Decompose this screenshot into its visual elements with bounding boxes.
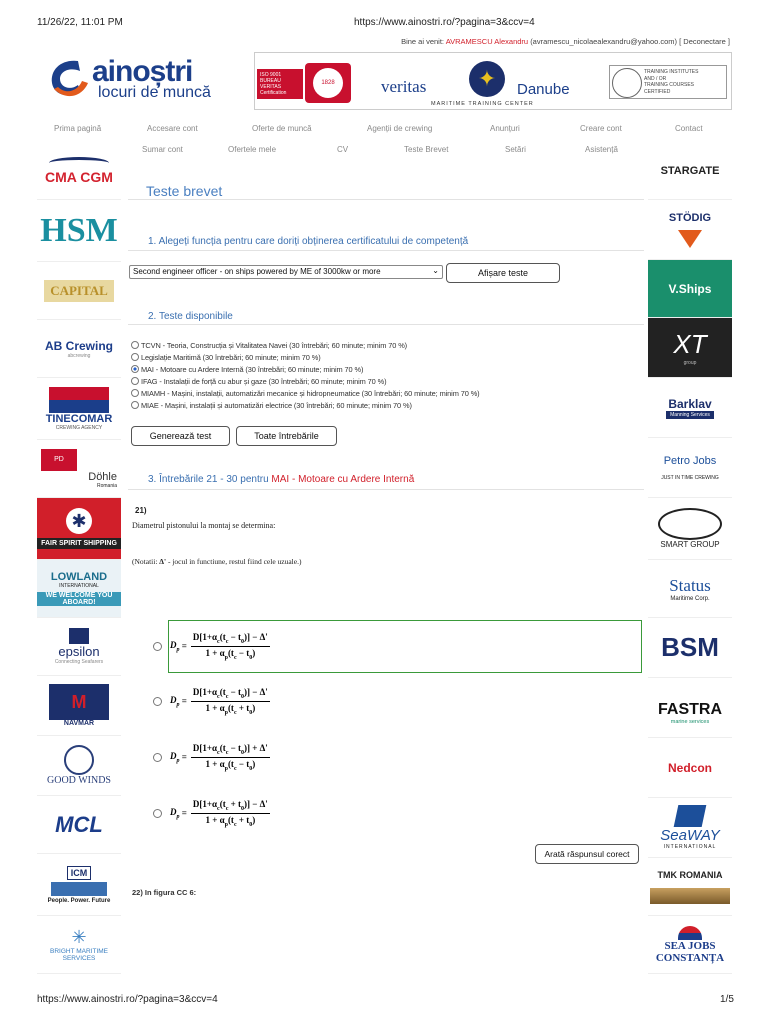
sponsor-sub: People. Power. Future — [47, 897, 111, 904]
nav-help[interactable]: Asistență — [585, 145, 618, 154]
test-option-mai[interactable] — [131, 365, 363, 374]
sponsor-icm[interactable] — [37, 854, 121, 916]
show-tests-button[interactable]: Afișare teste — [446, 263, 560, 283]
danube-text: Danube — [517, 81, 570, 98]
sponsor-vships[interactable] — [648, 260, 732, 318]
nav-account-summary[interactable]: Sumar cont — [142, 145, 183, 154]
sponsor-sub: INTERNATIONAL — [663, 844, 717, 850]
sponsor-fair-spirit[interactable] — [37, 498, 121, 560]
icm-ship-icon — [51, 882, 107, 896]
divider — [128, 489, 644, 490]
sponsor-name: XT — [673, 329, 707, 359]
answer-d-radio[interactable] — [153, 809, 162, 818]
answer-a-formula: $D_p$ = $\frac{D[1+\alpha_c(t_c - t_0)] - \Delta'}{1 + \alpha_p(t_c - t_0)}$ — [170, 631, 268, 661]
sponsor-sub: CREWING AGENCY — [55, 424, 103, 431]
star-compass-icon: ✳ — [71, 927, 87, 947]
sponsor-tmk[interactable] — [648, 858, 732, 916]
answer-b-radio[interactable] — [153, 697, 162, 706]
answer-a-radio[interactable] — [153, 642, 162, 651]
seal-year: 1828 — [313, 68, 343, 98]
veritas-text: veritas — [381, 77, 427, 96]
nav-settings[interactable]: Setări — [505, 145, 526, 154]
cert-badge — [609, 65, 727, 99]
sponsor-smart-group[interactable] — [648, 498, 732, 560]
sponsor-name: NAVMAR — [63, 720, 95, 727]
sponsor-stodig[interactable] — [648, 200, 732, 260]
sponsor-sub: JUST IN TIME CREWING — [661, 474, 719, 481]
sponsor-name: ICM — [67, 866, 92, 880]
question-21-number: 21) — [135, 506, 147, 515]
iso-line1: ISO 9001 — [260, 72, 282, 78]
sponsor-name: Petro Jobs — [663, 454, 717, 467]
step3-subject: MAI - Motoare cu Ardere Internă — [271, 474, 415, 485]
globe-icon — [658, 508, 722, 540]
sponsor-mcl[interactable] — [37, 796, 121, 854]
sponsor-sea-jobs[interactable] — [648, 916, 732, 974]
test-label: MIAE - Mașini, instalații și automatizări electrice (30 întrebări; 60 minute; minim 70 %) — [141, 401, 412, 410]
question-21-note — [132, 557, 301, 566]
sponsor-name: epsilon — [58, 644, 100, 659]
sponsor-bright-maritime[interactable] — [37, 916, 121, 974]
divider — [128, 324, 644, 325]
sponsor-sub: INTERNATIONAL — [59, 583, 99, 589]
sponsor-nedcon[interactable] — [648, 738, 732, 798]
sponsor-xt[interactable] — [648, 318, 732, 378]
generate-test-button[interactable]: Generează test — [131, 426, 230, 446]
cma-arc-icon — [49, 157, 109, 169]
sponsor-tinecomar[interactable] — [37, 378, 121, 440]
sponsor-seaway[interactable] — [648, 798, 732, 858]
note-symbol: Δ' — [159, 557, 167, 566]
sponsor-name: STÖDIG — [668, 211, 712, 224]
training-center-text: MARITIME TRAINING CENTER — [431, 101, 534, 107]
sponsor-name: SMART GROUP — [660, 540, 720, 549]
nav-jobs[interactable]: Oferte de muncă — [252, 124, 312, 133]
sponsor-name: CAPITAL — [44, 280, 114, 302]
sponsor-name: SeaWAY — [660, 827, 720, 844]
sponsor-name: Döhle — [88, 470, 117, 483]
sponsor-name: BSM — [661, 632, 719, 662]
print-url: https://www.ainostri.ro/?pagina=3&ccv=4 — [354, 17, 535, 28]
sponsor-sub: Connecting Seafarers — [54, 659, 104, 665]
step2-heading: 2. Teste disponibile — [148, 311, 233, 322]
partner-banner[interactable] — [254, 52, 732, 110]
radio-button[interactable] — [131, 389, 139, 397]
test-option-miae[interactable] — [131, 401, 412, 410]
answer-c-radio[interactable] — [153, 753, 162, 762]
test-option-miamh[interactable] — [131, 389, 480, 398]
sponsor-status[interactable] — [648, 560, 732, 618]
compass-icon: ✦ — [469, 61, 505, 97]
sponsor-sub: group — [683, 360, 697, 366]
nav-my-offers[interactable]: Ofertele mele — [228, 145, 277, 154]
print-page-count: 1/5 — [720, 994, 734, 1005]
sponsor-name: AB Crewing — [44, 338, 113, 353]
nav-contact[interactable]: Contact — [675, 124, 703, 133]
show-answer-button[interactable]: Arată răspunsul corect — [535, 844, 639, 864]
bureau-veritas-seal — [305, 63, 351, 103]
sponsor-capital[interactable] — [37, 262, 121, 320]
sponsor-sub: Maritime Corp. — [670, 595, 710, 602]
iso-badge — [257, 69, 303, 99]
note-prefix: (Notatii: — [132, 557, 158, 566]
chevron-down-icon: ⌄ — [432, 266, 439, 275]
ship-icon — [49, 387, 109, 413]
nav-home[interactable]: Prima pagină — [54, 124, 102, 133]
answer-b-formula: $D_p$ = $\frac{D[1+\alpha_c(t_c - t_0)] - \Delta'}{1 + \alpha_p(t_c + t_0)}$ — [170, 686, 268, 716]
epsilon-icon — [69, 628, 89, 644]
cert-line1: TRAINING INSTITUTES — [644, 69, 699, 75]
sponsor-name: STARGATE — [660, 164, 720, 177]
sponsor-ab-crewing[interactable] — [37, 320, 121, 378]
sponsor-hsm[interactable] — [37, 200, 121, 262]
test-label: TCVN - Teoria, Construcția și Vitalitatea Navei (30 întrebări; 60 minute; minim 70 %) — [141, 341, 408, 350]
answer-d-formula: $D_p$ = $\frac{D[1+\alpha_c(t_c + t_0)] - \Delta'}{1 + \alpha_p(t_c + t_0)}$ — [170, 798, 268, 828]
sponsor-lowland[interactable] — [37, 560, 121, 618]
sponsor-navmar[interactable] — [37, 676, 121, 736]
sponsor-fastra[interactable] — [648, 678, 732, 738]
sponsor-name: V.Ships — [668, 281, 712, 296]
question-21-text: Diametrul pistonului la montaj se determina: — [132, 521, 276, 530]
sponsor-name: FASTRA — [658, 700, 722, 718]
navmar-flag-icon: M — [49, 684, 109, 720]
flag-icon: PD — [41, 449, 77, 471]
sponsor-name: Barklav — [668, 396, 712, 411]
radio-button[interactable] — [131, 377, 139, 385]
sponsor-petro-jobs[interactable] — [648, 438, 732, 498]
step3-heading — [148, 474, 414, 485]
sponsor-name: Nedcon — [667, 760, 712, 775]
star-icon: ✱ — [66, 508, 92, 534]
compass-rose-icon — [64, 745, 94, 775]
brand-name: ainoștri — [92, 55, 193, 88]
cert-line4: CERTIFIED — [644, 88, 671, 95]
step3-prefix: 3. Întrebările 21 - 30 pentru — [148, 474, 269, 485]
sponsor-sub: Romania — [96, 482, 117, 489]
nav-register[interactable]: Creare cont — [580, 124, 622, 133]
sponsor-name: TINECOMAR — [45, 412, 113, 425]
nav-tests[interactable]: Teste Brevet — [404, 145, 449, 154]
test-label: MIAMH - Mașini, instalații, automatizări mecanice și hidropneumatice (30 întrebări; 60 minute; minim 70 %) — [141, 389, 480, 398]
sponsor-dohle[interactable] — [37, 440, 121, 498]
sponsor-sub: marine services — [670, 718, 710, 725]
user-name[interactable]: AVRAMESCU Alexandru — [445, 37, 529, 46]
cert-line2: AND / OR — [644, 75, 667, 82]
sponsor-name: LOWLAND — [50, 571, 108, 583]
sponsor-name: BRIGHT MARITIME SERVICES — [49, 948, 109, 962]
test-label: Legislație Maritimă (30 întrebări; 60 minute; minim 70 %) — [141, 353, 321, 362]
sponsor-good-winds[interactable] — [37, 736, 121, 796]
sea-jobs-icon — [678, 926, 702, 940]
sponsor-sub: Manning Services — [666, 411, 714, 419]
radio-button[interactable] — [131, 401, 139, 409]
sponsor-epsilon[interactable] — [37, 618, 121, 676]
sponsor-sub: abcrewing — [67, 352, 91, 359]
nav-ads[interactable]: Anunțuri — [490, 124, 520, 133]
note-rest: - jocul in functiune, restul fiind cele uzuale.) — [167, 557, 302, 566]
question-22-text: 22) In figura CC 6: — [132, 888, 197, 897]
sponsor-name: MCL — [55, 811, 103, 837]
sponsor-bsm[interactable] — [648, 618, 732, 678]
sponsor-stargate[interactable] — [648, 142, 732, 200]
user-email: (avramescu_nicolaealexandru@yahoo.com) — [530, 37, 678, 46]
sponsor-welcome: WE WELCOME YOU ABOARD! — [37, 592, 121, 606]
nav-agencies[interactable]: Agenții de crewing — [367, 124, 433, 133]
user-bar — [401, 37, 730, 46]
flag-icon — [674, 805, 707, 827]
all-questions-button[interactable]: Toate întrebările — [236, 426, 337, 446]
tmk-banner-icon — [650, 888, 730, 904]
divider — [128, 250, 644, 251]
iso-line2: BUREAU VERITAS — [260, 78, 282, 90]
sponsor-cma-cgm[interactable] — [37, 142, 121, 200]
test-option-ifag[interactable] — [131, 377, 386, 386]
cert-seal-icon — [612, 68, 642, 98]
sponsor-name: FAIR SPIRIT SHIPPING — [37, 538, 121, 549]
test-label: MAI - Motoare cu Ardere Internă (30 întrebări; 60 minute; minim 70 %) — [141, 365, 364, 374]
test-label: IFAG - Instalații de forță cu abur și gaze (30 întrebări; 60 minute; minim 70 %) — [141, 377, 387, 386]
radio-button-selected[interactable] — [131, 365, 139, 373]
brand-tagline: locuri de muncă — [98, 84, 211, 101]
logo-mark-icon — [48, 55, 92, 103]
sponsor-name: GOOD WINDS — [47, 775, 111, 786]
function-select-value: Second engineer officer - on ships powered by ME of 3000kw or more — [133, 267, 381, 276]
site-logo[interactable] — [48, 55, 228, 105]
iso-line3: Certification — [260, 90, 287, 96]
cert-line3: TRAINING COURSES — [644, 82, 695, 88]
test-option-legislatie[interactable] — [131, 353, 321, 362]
sponsor-name: Status — [669, 575, 711, 595]
print-footer-url: https://www.ainostri.ro/?pagina=3&ccv=4 — [37, 994, 218, 1005]
test-option-tcvn[interactable] — [131, 341, 407, 350]
sponsor-name: TMK ROMANIA — [657, 869, 723, 880]
sponsor-name: CMA CGM — [45, 168, 113, 185]
answer-c-formula: $D_p$ = $\frac{D[1+\alpha_c(t_c - t_0)] + \Delta'}{1 + \alpha_p(t_c - t_0)}$ — [170, 742, 268, 772]
step1-heading: 1. Alegeți funcția pentru care doriți obținerea certificatului de competență — [148, 236, 469, 247]
radio-button[interactable] — [131, 353, 139, 361]
radio-button[interactable] — [131, 341, 139, 349]
sponsor-name: SEA JOBS CONSTANȚA — [655, 939, 725, 964]
logout-link[interactable]: [ Deconectare ] — [679, 37, 730, 46]
sponsor-barklav[interactable] — [648, 378, 732, 438]
print-datetime: 11/26/22, 11:01 PM — [37, 17, 123, 28]
divider — [128, 199, 644, 200]
function-select[interactable] — [129, 265, 443, 279]
triangle-icon — [678, 230, 702, 248]
welcome-prefix: Bine ai venit: — [401, 37, 445, 46]
nav-login[interactable]: Accesare cont — [147, 124, 198, 133]
sponsor-name: HSM — [40, 211, 118, 249]
page-title: Teste brevet — [146, 183, 223, 199]
nav-cv[interactable]: CV — [337, 145, 349, 154]
